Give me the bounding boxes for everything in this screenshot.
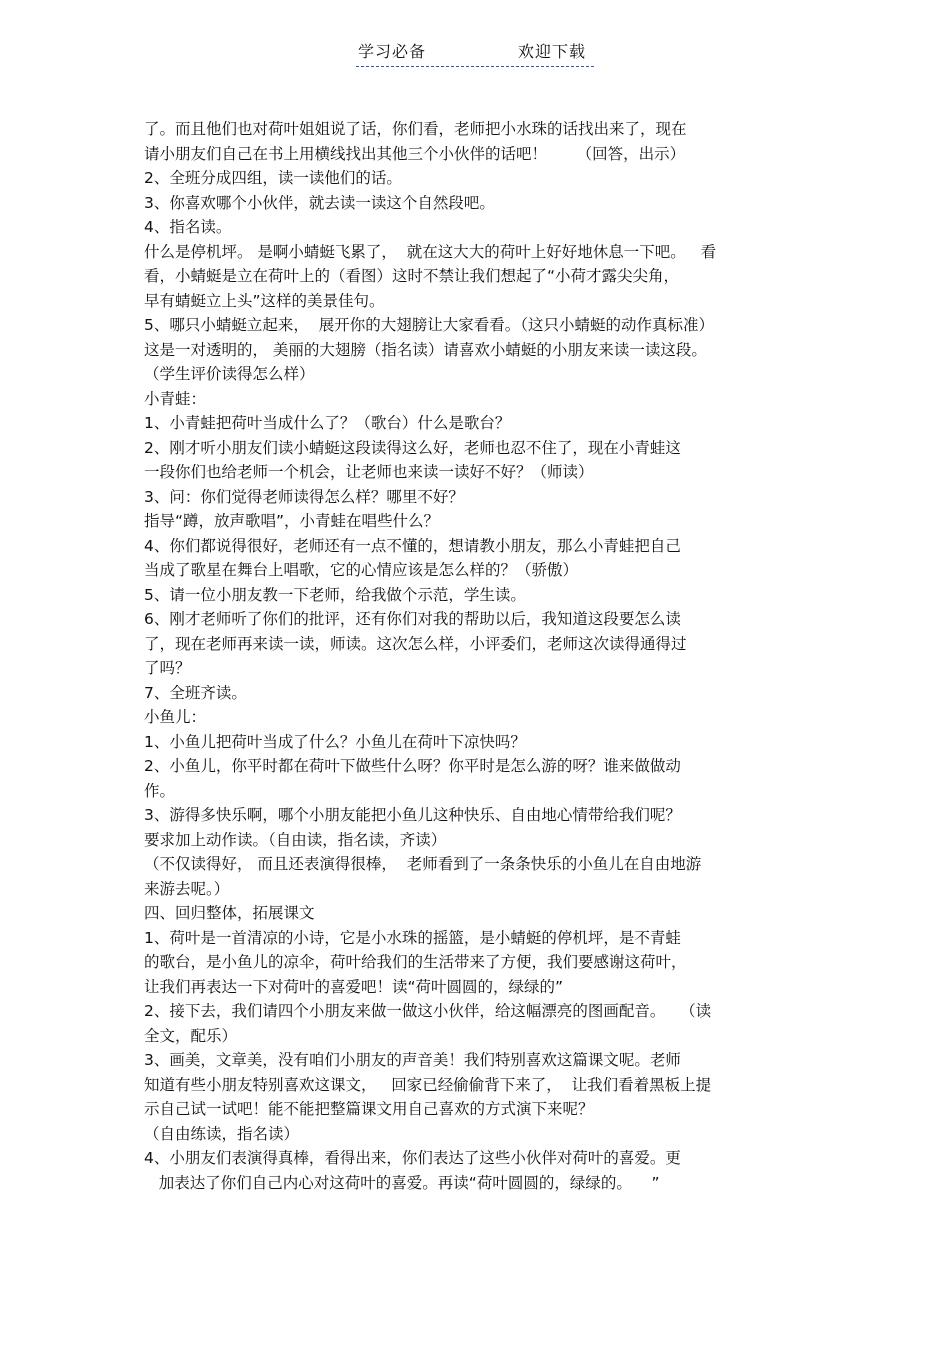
text-line: （不仅读得好， 而且还表演得很棒， 老师看到了一条条快乐的小鱼儿在自由地游 xyxy=(144,855,702,873)
text-line: 4、小朋友们表演得真棒，看得出来，你们表达了这些小伙伴对荷叶的喜爱。更 xyxy=(144,1149,681,1167)
page-header xyxy=(356,40,594,67)
text-line: 5、请一位小朋友教一下老师，给我做个示范，学生读。 xyxy=(144,585,526,604)
text-line: 4、指名读。 xyxy=(144,218,232,236)
text-line: 2、全班分成四组，读一读他们的话。 xyxy=(144,169,402,187)
text-line: 1、小青蛙把荷叶当成什么了？（歌台）什么是歌台？ xyxy=(144,414,511,432)
text-line: 2、小鱼儿，你平时都在荷叶下做些什么呀？你平时是怎么游的呀？谁来做做动 xyxy=(144,757,681,775)
text-line: 1、小鱼儿把荷叶当成了什么？小鱼儿在荷叶下凉快吗？ xyxy=(144,732,526,751)
text-line: 的歌台，是小鱼儿的凉伞，荷叶给我们的生活带来了方便，我们要感谢这荷叶， xyxy=(144,953,687,971)
text-line: 2、接下去，我们请四个小朋友来做一做这小伙伴，给这幅漂亮的图画配音。 （读 xyxy=(144,1002,712,1020)
header-right-text: 欢迎下载 xyxy=(518,42,587,61)
text-line: 7、全班齐读。 xyxy=(144,683,247,702)
text-line: 6、刚才老师听了你们的批评，还有你们对我的帮助以后，我知道这段要怎么读 xyxy=(144,610,681,628)
text-line: 4、你们都说得很好，老师还有一点不懂的，想请教小朋友，那么小青蛙把自己 xyxy=(144,536,681,555)
text-line: 了吗？ xyxy=(144,659,191,677)
text-line: 这是一对透明的， 美丽的大翅膀（指名读）请喜欢小蜻蜓的小朋友来读一读这段。 xyxy=(144,340,707,359)
text-line: 早有蜻蜓立上头”这样的美景佳句。 xyxy=(144,291,385,310)
text-line: 作。 xyxy=(144,781,176,800)
text-line: 全文，配乐） xyxy=(144,1026,238,1045)
text-line: 2、刚才听小朋友们读小蜻蜓这段读得这么好，老师也忍不住了，现在小青蛙这 xyxy=(144,438,681,457)
text-line: 了。而且他们也对荷叶姐姐说了话，你们看，老师把小水珠的话找出来了，现在 xyxy=(144,120,687,138)
header-left-text: 学习必备 xyxy=(358,42,427,61)
text-line: 当成了歌星在舞台上唱歌，它的心情应该是怎么样的？（骄傲） xyxy=(144,561,579,579)
text-line: 一段你们也给老师一个机会，让老师也来读一读好不好？（师读） xyxy=(144,463,594,481)
text-line: （学生评价读得怎么样） xyxy=(144,365,315,383)
text-line: 3、游得多快乐啊，哪个小朋友能把小鱼儿这种快乐、自由地心情带给我们呢？ xyxy=(144,806,681,824)
text-line: 加表达了你们自己内心对这荷叶的喜爱。再读“荷叶圆圆的，绿绿的。 ” xyxy=(144,1173,660,1192)
text-line: 四、回归整体，拓展课文 xyxy=(144,904,315,922)
text-line: 3、问：你们觉得老师读得怎么样？哪里不好？ xyxy=(144,487,464,506)
document-body xyxy=(144,117,809,1195)
text-line: 来游去呢。） xyxy=(144,879,230,898)
text-line: 指导“蹲，放声歌唱”，小青蛙在唱些什么？ xyxy=(144,512,440,530)
text-line: 什么是停机坪。 是啊小蜻蜓飞累了， 就在这大大的荷叶上好好地休息一下吧。 看 xyxy=(144,242,717,261)
text-line: 看，小蜻蜓是立在荷叶上的（看图）这时不禁让我们想起了“小荷才露尖尖角， xyxy=(144,267,680,285)
text-line: 要求加上动作读。（自由读，指名读，齐读） xyxy=(144,830,447,849)
text-line: 请小朋友们自己在书上用横线找出其他三个小伙伴的话吧！ （回答，出示） xyxy=(144,144,686,163)
text-line: 知道有些小朋友特别喜欢这课文， 回家已经偷偷背下来了， 让我们看着黑板上提 xyxy=(144,1075,712,1094)
text-line: 小青蛙： xyxy=(144,389,207,408)
text-line: 小鱼儿： xyxy=(144,708,207,726)
text-line: 3、画美，文章美，没有咱们小朋友的声音美！我们特别喜欢这篇课文呢。老师 xyxy=(144,1051,681,1069)
text-line: 1、荷叶是一首清凉的小诗，它是小水珠的摇篮，是小蜻蜓的停机坪，是不青蛙 xyxy=(144,928,681,947)
text-line: 5、哪只小蜻蜓立起来， 展开你的大翅膀让大家看看。（这只小蜻蜓的动作真标准） xyxy=(144,316,714,334)
text-line: （自由练读，指名读） xyxy=(144,1124,300,1143)
text-line: 示自己试一试吧！能不能把整篇课文用自己喜欢的方式演下来呢？ xyxy=(144,1100,594,1118)
text-line: 让我们再表达一下对荷叶的喜爱吧！读“荷叶圆圆的，绿绿的” xyxy=(144,977,564,996)
text-line: 了，现在老师再来读一读，师读。这次怎么样，小评委们，老师这次读得通得过 xyxy=(144,634,687,653)
text-line: 3、你喜欢哪个小伙伴，就去读一读这个自然段吧。 xyxy=(144,193,495,212)
